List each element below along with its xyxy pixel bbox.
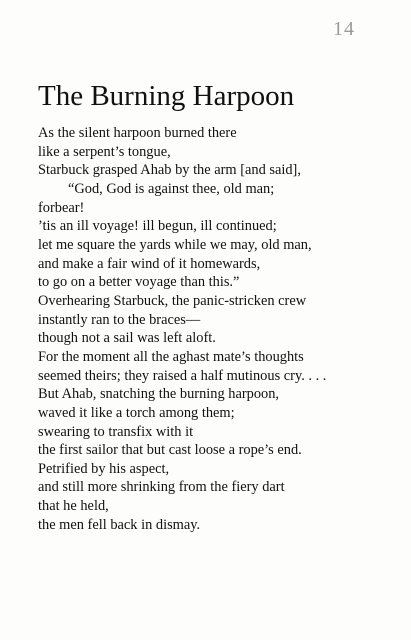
poem-line: instantly ran to the braces—: [38, 311, 201, 328]
poem-line: the first sailor that but cast loose a rope’s end.: [38, 442, 302, 459]
poem-line: waved it like a torch among them;: [38, 404, 235, 421]
poem-line: that he held,: [38, 498, 109, 515]
poem-line: Overhearing Starbuck, the panic-stricken crew: [38, 292, 307, 309]
poem-line: As the silent harpoon burned there: [38, 125, 237, 141]
poem-line: like a serpent’s tongue,: [38, 143, 171, 160]
poem-line: ’tis an ill voyage! ill begun, ill continued;: [38, 218, 277, 235]
poem-line: But Ahab, snatching the burning harpoon,: [38, 386, 280, 403]
poem-line: forbear!: [38, 199, 85, 216]
poem-title: The Burning Harpoon: [38, 80, 295, 112]
poem-line: and make a fair wind of it homewards,: [38, 255, 261, 272]
poem-line: Starbuck grasped Ahab by the arm [and said],: [38, 162, 301, 179]
poem-line: seemed theirs; they raised a half mutinous cry. . . .: [38, 367, 327, 384]
poem-body: [38, 124, 326, 534]
poem-line: though not a sail was left aloft.: [38, 330, 216, 347]
poem-line: swearing to transfix with it: [38, 423, 194, 440]
poem-line: the men fell back in dismay.: [38, 516, 201, 533]
poem-line: For the moment all the aghast mate’s thoughts: [38, 348, 304, 365]
poem-line: to go on a better voyage than this.”: [38, 274, 240, 291]
poem-line: “God, God is against thee, old man;: [68, 180, 275, 197]
page-number: 14: [333, 18, 355, 40]
poem-line: and still more shrinking from the fiery dart: [38, 479, 285, 496]
poem-line: let me square the yards while we may, old man,: [38, 236, 312, 253]
poem-line: Petrified by his aspect,: [38, 460, 170, 477]
